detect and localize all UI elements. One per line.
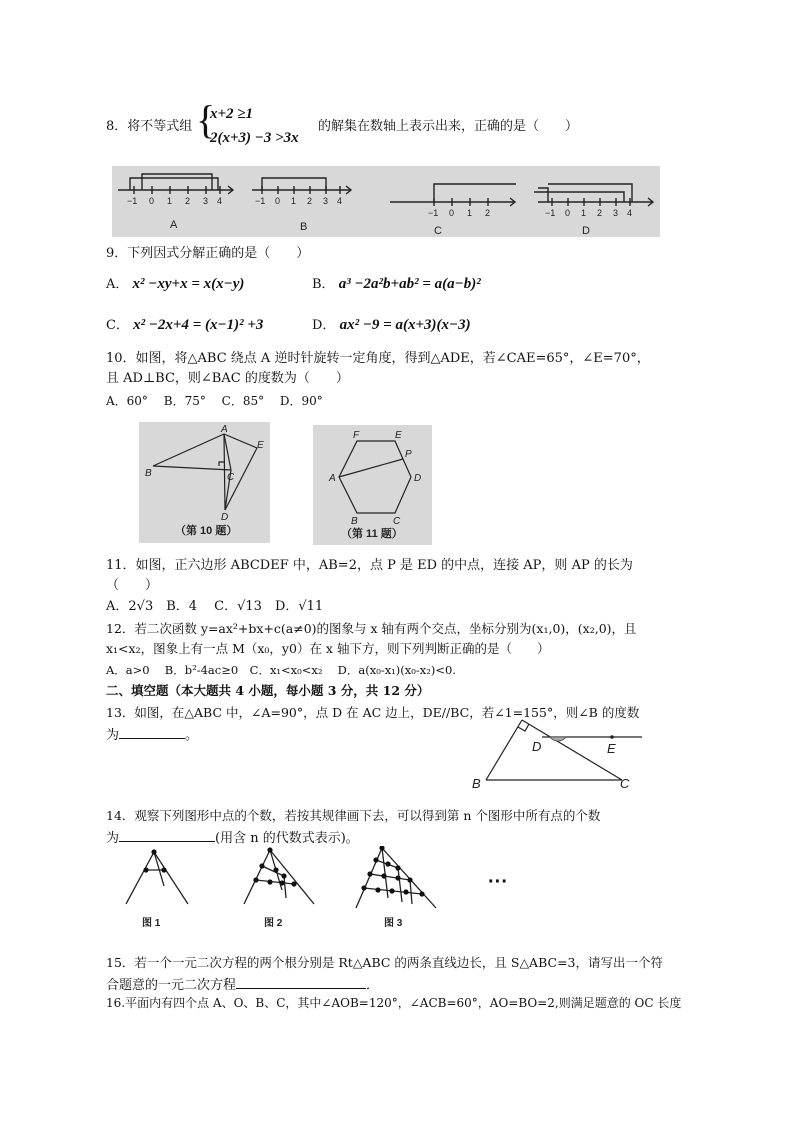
q9-A-formula: x² −xy+x = x(x−y) (132, 276, 245, 292)
fig11-caption: （第 11 题） (341, 528, 403, 540)
svg-text:0: 0 (565, 208, 571, 218)
q13-line2 (106, 724, 198, 745)
svg-text:0: 0 (449, 208, 455, 218)
svg-text:2: 2 (307, 196, 313, 206)
q15-line2-suffix: ． (366, 978, 380, 993)
fig11-label-F-text: F (353, 430, 360, 441)
figure-10-svg (139, 422, 270, 543)
fig14-caption-3: 图 3 (384, 918, 403, 929)
q9-C-formula: x² −2x+4 = (x−1)² +3 (133, 317, 264, 333)
fig11-label-E: E (395, 430, 402, 441)
fig11-label-D: D (414, 473, 422, 484)
svg-text:4: 4 (217, 196, 223, 206)
svg-text:1: 1 (467, 208, 473, 218)
number-lines-svg (112, 166, 660, 237)
svg-text:1: 1 (167, 196, 173, 206)
q14-answer-blank[interactable] (119, 827, 215, 842)
fig11-label-A: A (329, 473, 336, 484)
q13-line2-prefix: 为 (106, 728, 120, 743)
fig10-label-D: D (221, 512, 229, 523)
q14-line1: 14．观察下列图形中点的个数，若按其规律画下去，可以得到第 n 个图形中所有点的个数 (106, 808, 601, 823)
q13-line2-end: 。 (185, 728, 199, 743)
svg-text:2: 2 (185, 196, 191, 206)
q8-prefix: 8．将不等式组 (106, 119, 193, 134)
option-B-label: B (300, 221, 308, 233)
fig10-label-E: E (257, 440, 264, 451)
q8-inequality-2: 2(x+3) −3 >3x (210, 130, 299, 146)
figure-11 (313, 425, 432, 545)
q15-line2-prefix: 合题意的一元二次方程 (106, 978, 237, 993)
figure-13 (466, 716, 676, 796)
figure-14-svg (118, 846, 538, 934)
q8-inequality-1: x+2 ≥1 (210, 106, 254, 122)
svg-text:0: 0 (149, 196, 155, 206)
svg-text:1: 1 (291, 196, 297, 206)
fig10-label-B: B (145, 468, 152, 479)
fig10-caption: （第 10 题） (175, 525, 238, 537)
svg-text:3: 3 (323, 196, 329, 206)
svg-text:3: 3 (613, 208, 619, 218)
q9-A-label: A． (106, 277, 129, 292)
point-E-dot (610, 735, 614, 739)
q13-line1: 13．如图，在△ABC 中，∠A=90°，点 D 在 AC 边上，DE//BC，若∠1=155°，则∠B 的度数 (106, 705, 640, 720)
option-C-label: C (434, 225, 442, 237)
fig13-label-B: B (472, 776, 481, 791)
q15-line1: 15．若一个一元二次方程的两个根分别是 Rt△ABC 的两条直线边长，且 S△ABC=3，请写出一个符 (106, 955, 663, 970)
fig13-label-E: E (607, 741, 616, 756)
q11-line2: （ ） (106, 578, 159, 593)
svg-text:−1: −1 (127, 196, 138, 206)
q8-suffix: 的解集在数轴上表示出来，正确的是（ ） (318, 119, 579, 134)
q15-line2 (106, 974, 379, 995)
fig14-caption-1: 图 1 (142, 918, 161, 929)
q9-C-label: C． (106, 318, 129, 333)
q9-B-formula: a³ −2a²b+ab² = a(a−b)² (338, 276, 481, 292)
svg-text:4: 4 (337, 196, 343, 206)
option-A-label: A (170, 219, 178, 231)
fig11-label-B: B (351, 516, 358, 527)
angle-1-mark (550, 737, 566, 741)
svg-text:−1: −1 (545, 208, 556, 218)
q14-line2-suffix: (用含 n 的代数式表示)。 (215, 831, 359, 846)
q11-options: A．2√3 B．4 C．√13 D．√11 (106, 599, 324, 614)
q16-line1: 16.平面内有四个点 A、O、B、C，其中∠AOB=120°，∠ACB=60°，AO=BO=2,则满足题意的 OC 长度 (106, 996, 682, 1010)
figure-14 (118, 846, 538, 934)
q10-line2: 且 AD⊥BC，则∠BAC 的度数为（ ） (106, 371, 349, 386)
q9-B-label: B． (312, 277, 335, 292)
figure-10 (139, 422, 270, 543)
q14-line2 (106, 827, 359, 848)
svg-text:4: 4 (627, 208, 633, 218)
q9-option-C (106, 316, 263, 335)
option-D-label: D (582, 225, 590, 237)
figure-11-svg (313, 425, 432, 545)
svg-text:−1: −1 (255, 196, 266, 206)
q11-line1: 11．如图，正六边形 ABCDEF 中，AB=2，点 P 是 ED 的中点，连接 AP，则 AP 的长为 (106, 558, 633, 573)
system-brace: { (196, 97, 216, 142)
fig13-label-D: D (532, 739, 542, 754)
q10-options: A．60° B．75° C．85° D．90° (106, 394, 323, 408)
q9-option-B (312, 275, 481, 294)
q9-stem: 9．下列因式分解正确的是（ ） (106, 246, 310, 261)
figure-13-svg (466, 716, 676, 796)
fig13-label-C: C (620, 776, 630, 791)
fig14-caption-2: 图 2 (264, 918, 283, 929)
fig14-ellipsis: ··· (488, 871, 508, 893)
fig11-label-C: C (393, 516, 401, 527)
svg-text:−1: −1 (428, 208, 439, 218)
q15-answer-blank[interactable] (236, 974, 366, 989)
svg-text:0: 0 (275, 196, 281, 206)
q13-answer-blank[interactable] (119, 724, 185, 739)
svg-text:1: 1 (581, 208, 587, 218)
svg-text:2: 2 (485, 208, 491, 218)
fig10-label-C: C (227, 472, 235, 483)
q9-D-label: D． (312, 318, 336, 333)
svg-text:3: 3 (203, 196, 209, 206)
section-2-heading: 二、填空题（本大题共 4 小题，每小题 3 分，共 12 分） (106, 683, 430, 698)
q14-line2-prefix: 为 (106, 831, 120, 846)
q12-options: A．a>0 B．b²-4ac≥0 C．x₁<x₀<x₂ D．a(x₀-x₁)(x₀-x₂)<0. (106, 663, 456, 677)
q12-line2: x₁<x₂，图象上有一点 M（x₀，y0）在 x 轴下方，则下列判断正确的是（ ） (106, 641, 550, 656)
svg-text:2: 2 (597, 208, 603, 218)
fig10-label-A: A (221, 424, 228, 435)
q9-D-formula: ax² −9 = a(x+3)(x−3) (339, 317, 471, 333)
q9-option-D (312, 316, 471, 335)
q10-line1: 10．如图，将△ABC 绕点 A 逆时针旋转一定角度，得到△ADE，若∠CAE=65°，∠E=70°， (106, 351, 650, 366)
q8-number-lines-image (112, 166, 660, 237)
q12-line1: 12．若二次函数 y=ax²+bx+c(a≠0)的图象与 x 轴有两个交点，坐标分别为(x₁,0)，(x₂,0)，且 (106, 621, 637, 636)
q9-option-A (106, 275, 244, 294)
fig11-label-P: P (405, 449, 412, 460)
